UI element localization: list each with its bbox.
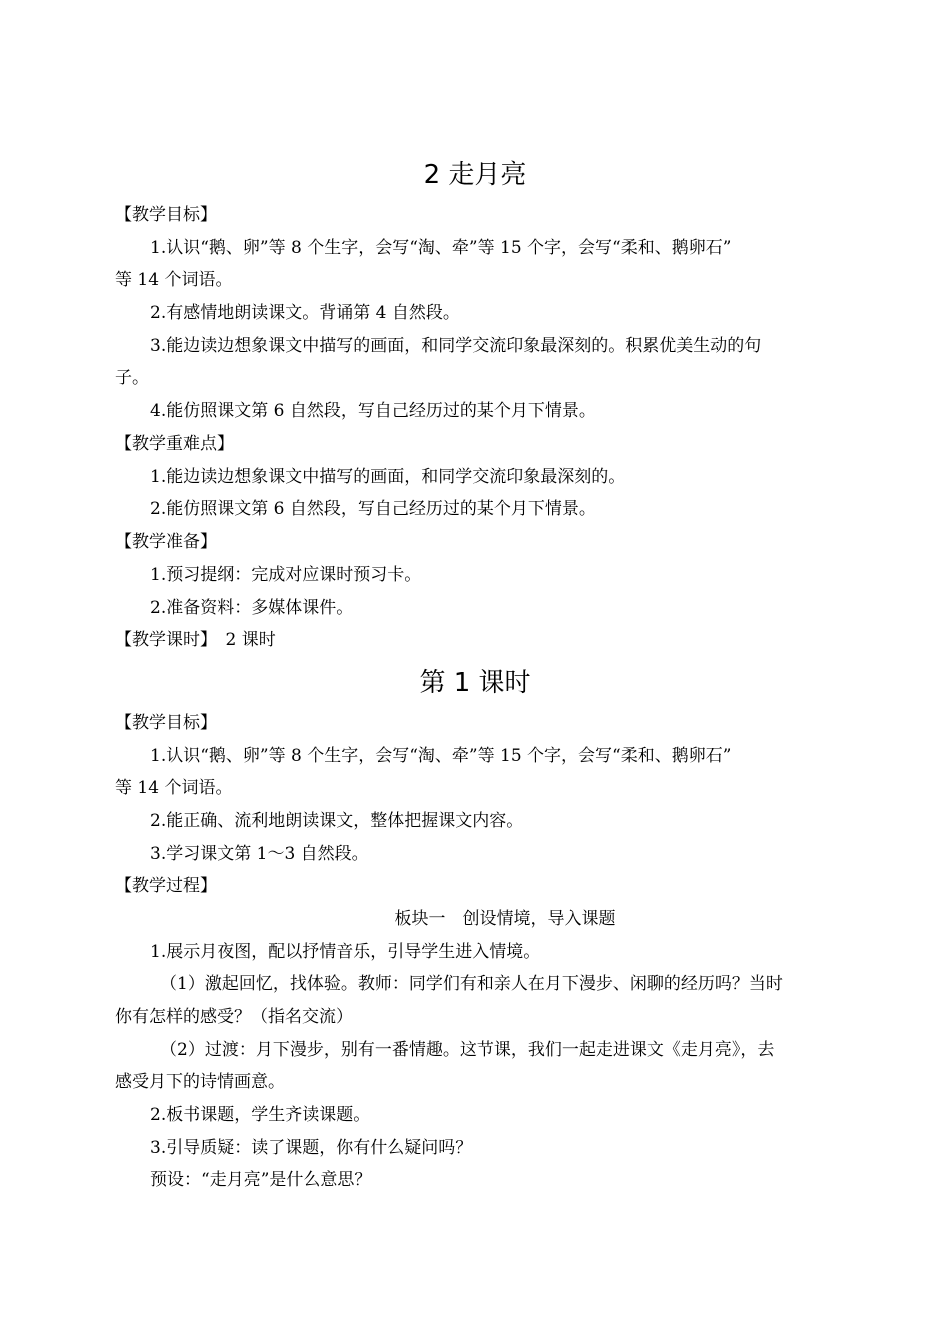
class-hours: 【教学课时】 2 课时: [115, 630, 276, 650]
goal-2: 2.有感情地朗读课文。背诵第 4 自然段。: [150, 303, 460, 323]
preparation-heading: 【教学准备】: [115, 532, 217, 552]
block-1-title: 板块一 创设情境，导入课题: [394, 909, 616, 929]
lesson-1-goal-2: 2.能正确、流利地朗读课文，整体把握课文内容。: [150, 811, 524, 831]
step-1-2-line-1: （2）过渡：月下漫步，别有一番情趣。这节课，我们一起走进课文《走月亮》，去: [160, 1040, 775, 1060]
key-point-1: 1.能边读边想象课文中描写的画面，和同学交流印象最深刻的。: [150, 467, 626, 487]
lesson-1-title: 第 1 课时: [419, 668, 531, 698]
preset-answer: 预设：“走月亮”是什么意思？: [150, 1170, 372, 1190]
preparation-1: 1.预习提纲：完成对应课时预习卡。: [150, 565, 422, 585]
key-point-2: 2.能仿照课文第 6 自然段，写自己经历过的某个月下情景。: [150, 499, 596, 519]
page-title: 2 走月亮: [423, 160, 527, 190]
step-3: 3.引导质疑：读了课题，你有什么疑问吗？: [150, 1138, 473, 1158]
step-1-2-line-2: 感受月下的诗情画意。: [115, 1072, 285, 1092]
step-1-1-line-2: 你有怎样的感受？（指名交流）: [115, 1007, 353, 1027]
goal-3-line-2: 子。: [115, 368, 149, 388]
step-2: 2.板书课题，学生齐读课题。: [150, 1105, 371, 1125]
lesson-1-goal-1-line-1: 1.认识“鹅、卵”等 8 个生字，会写“淘、牵”等 15 个字，会写“柔和、鹅卵石”: [150, 746, 732, 766]
goal-3-line-1: 3.能边读边想象课文中描写的画面，和同学交流印象最深刻的。积累优美生动的句: [150, 336, 762, 356]
preparation-2: 2.准备资料：多媒体课件。: [150, 598, 354, 618]
lesson-1-goal-3: 3.学习课文第 1～3 自然段。: [150, 844, 369, 864]
step-1-1-line-1: （1）激起回忆，找体验。教师：同学们有和亲人在月下漫步、闲聊的经历吗？当时: [160, 974, 783, 994]
lesson-1-goal-1-line-2: 等 14 个词语。: [115, 778, 233, 798]
goal-1-line-2: 等 14 个词语。: [115, 270, 233, 290]
goal-1-line-1: 1.认识“鹅、卵”等 8 个生字，会写“淘、牵”等 15 个字，会写“柔和、鹅卵石”: [150, 238, 732, 258]
goals-heading: 【教学目标】: [115, 205, 217, 225]
process-heading: 【教学过程】: [115, 876, 217, 896]
step-1: 1.展示月夜图，配以抒情音乐，引导学生进入情境。: [150, 942, 541, 962]
lesson-1-goals-heading: 【教学目标】: [115, 713, 217, 733]
key-points-heading: 【教学重难点】: [115, 434, 234, 454]
goal-4: 4.能仿照课文第 6 自然段，写自己经历过的某个月下情景。: [150, 401, 596, 421]
